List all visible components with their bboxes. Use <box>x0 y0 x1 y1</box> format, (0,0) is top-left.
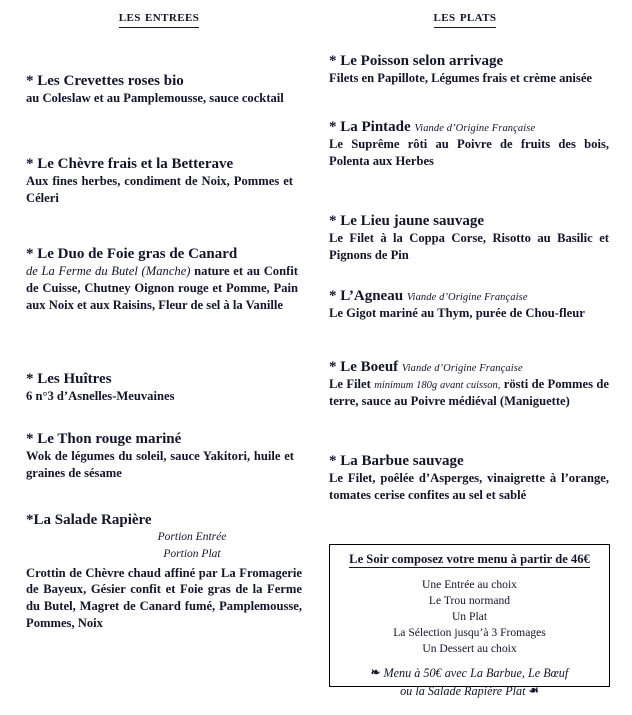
dish-title: *La Salade Rapière <box>26 512 152 528</box>
dish-description: Aux fines herbes, condiment de Noix, Pommes et Céleri <box>26 174 293 206</box>
dish-description-text: nature et au Confit de Cuisse, Chutney Oignon rouge et Pomme, Pain aux Noix et aux Raisins, Fleur de sel à la Vanille <box>26 264 298 312</box>
dish-title-text: * La Pintade <box>329 119 411 135</box>
dish-origin-note: Viande d’Origine Française <box>414 123 536 134</box>
dish-title: * Les Crevettes roses bio <box>26 73 184 89</box>
dish-description-prefix: Le Filet <box>329 377 375 392</box>
plats-column <box>320 0 632 715</box>
evening-menu-title-label: Le Soir composez votre menu à partir de 46€ <box>349 552 590 566</box>
dish-item <box>26 245 298 314</box>
dish-title-text: * Le Boeuf <box>329 359 399 375</box>
dish-item <box>329 52 609 87</box>
section-header-entrees <box>22 8 296 28</box>
evening-menu-item: Le Trou normand <box>428 593 511 607</box>
aldus-leaf-close-icon: ☙ <box>528 685 539 698</box>
dish-item <box>329 118 609 170</box>
dish-title: * Les Huîtres <box>26 371 112 387</box>
dish-origin-note: de La Ferme du Butel (Manche) <box>26 264 191 279</box>
dish-description: Le Filet à la Coppa Corse, Risotto au Basilic et Pignons de Pin <box>329 231 609 263</box>
dish-description-text: rösti de Pommes de terre, sauce au Poivre médiéval (Maniguette) <box>329 377 609 409</box>
dish-description: Le Suprême rôti au Poivre de fruits des bois, Polenta aux Herbes <box>329 137 609 169</box>
dish-item <box>26 370 298 405</box>
dish-description <box>329 376 609 410</box>
aldus-leaf-open-icon: ❧ <box>370 667 381 680</box>
evening-menu-item: Un Plat <box>451 609 488 623</box>
dish-weight-note: minimum 180g avant cuisson, <box>374 380 501 392</box>
evening-menu-upgrade-text-2: ou la Salade Rapière Plat <box>400 684 526 699</box>
evening-menu-title <box>336 552 603 567</box>
evening-menu-upgrade-text-1: Menu à 50€ avec La Barbue, Le Bœuf <box>383 666 569 681</box>
dish-title: * Le Lieu jaune sauvage <box>329 213 485 229</box>
dish-item <box>26 430 294 482</box>
dish-title <box>329 358 609 376</box>
dish-origin-note: Viande d’Origine Française <box>406 292 528 303</box>
dish-title: * La Barbue sauvage <box>329 453 464 469</box>
section-header-entrees-label: les entrees <box>119 8 199 28</box>
evening-menu-upgrade-line-2 <box>336 683 603 701</box>
evening-menu-item: Une Entrée au choix <box>422 578 517 592</box>
dish-title-text: * L’Agneau <box>329 288 404 304</box>
evening-menu-upgrade <box>336 665 603 700</box>
dish-item <box>26 155 293 207</box>
dish-description: Le Filet, poêlée d’Asperges, vinaigrette à l’orange, tomates cerise confites au sel et sablé <box>329 471 609 503</box>
dish-description: 6 n°3 d’Asnelles-Meuvaines <box>26 389 175 404</box>
dish-description: Le Gigot mariné au Thym, purée de Chou-fleur <box>329 306 585 321</box>
dish-title: * Le Poisson selon arrivage <box>329 53 504 69</box>
dish-title: * Le Duo de Foie gras de Canard <box>26 246 238 262</box>
dish-title <box>329 287 609 305</box>
evening-menu-item: Un Dessert au choix <box>422 641 517 655</box>
dish-item <box>329 358 609 410</box>
portion-plat-label: Portion Plat <box>163 547 221 560</box>
dish-description: Crottin de Chèvre chaud affiné par La Fromagerie de Bayeux, Gésier confit et Foie gras de la Ferme du Butel, Magret de Canard fumé, Pamplemousse, Pommes, Noix <box>26 565 302 630</box>
dish-description <box>26 263 298 313</box>
evening-menu-list <box>336 577 603 656</box>
dish-item <box>329 287 609 322</box>
portion-entree-label: Portion Entrée <box>157 531 227 544</box>
section-header-plats <box>320 8 610 28</box>
dish-description: au Coleslaw et au Pamplemousse, sauce cocktail <box>26 91 284 106</box>
evening-menu-box <box>329 544 610 699</box>
dish-title <box>329 118 609 136</box>
dish-item <box>26 511 302 632</box>
dish-item <box>329 452 609 504</box>
dish-origin-note: Viande d’Origine Française <box>401 363 523 374</box>
dish-item <box>329 212 609 264</box>
evening-menu-upgrade-line-1 <box>336 665 603 683</box>
section-header-plats-label: les plats <box>434 8 497 28</box>
dish-title: * Le Chèvre frais et la Betterave <box>26 156 234 172</box>
dish-description: Filets en Papillote, Légumes frais et crème anisée <box>329 71 592 86</box>
dish-description: Wok de légumes du soleil, sauce Yakitori, huile et graines de sésame <box>26 449 294 481</box>
dish-title: * Le Thon rouge mariné <box>26 431 182 447</box>
evening-menu-item: La Sélection jusqu’à 3 Fromages <box>393 625 546 639</box>
dish-item <box>26 72 298 107</box>
